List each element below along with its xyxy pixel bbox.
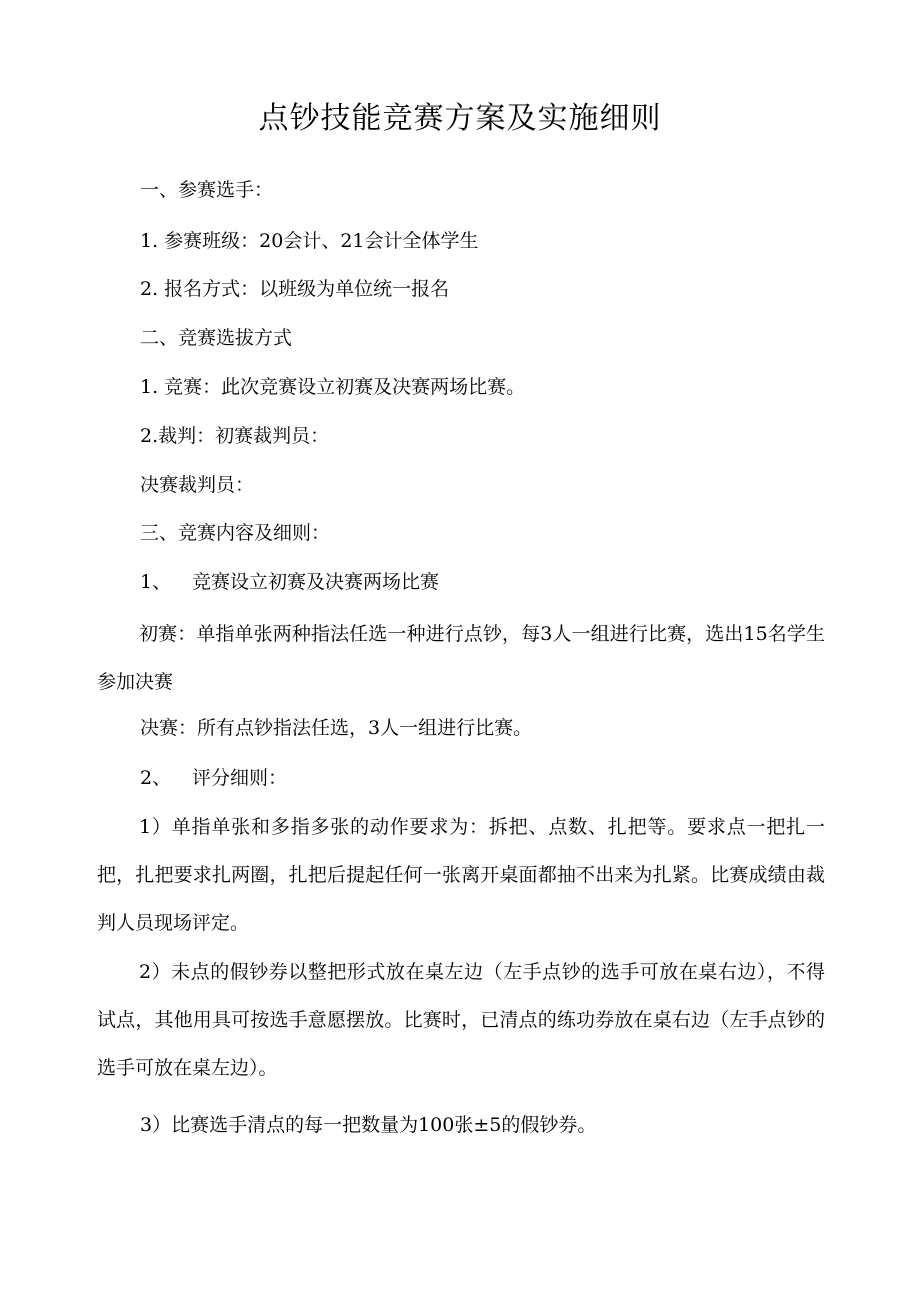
section-heading-participants: 一、参赛选手： (140, 179, 274, 201)
rule-3-line: 3）比赛选手清点的每一把数量为100张±5的假钞券。 (140, 1114, 597, 1136)
competition-rounds: 1. 竞赛：此次竞赛设立初赛及决赛两场比赛。 (140, 376, 526, 398)
preliminary-round-paragraph: 初赛：单指单张两种指法任选一种进行点钞，每3人一组进行比赛，选出15名学生参加决赛 (97, 623, 825, 693)
subsection-text: 评分细则： (192, 767, 288, 789)
section-heading-selection: 二、竞赛选拔方式 (140, 327, 293, 349)
rule-1-paragraph: 1）单指单张和多指多张的动作要求为：拆把、点数、扎把等。要求点一把扎一把，扎把要求扎两圈，扎把后提起任何一张离开桌面都抽不出来为扎紧。比赛成绩由裁判人员现场评定。 (97, 816, 825, 934)
section-heading-content: 三、竞赛内容及细则： (140, 522, 331, 544)
subsection-text: 竞赛设立初赛及决赛两场比赛 (192, 571, 440, 593)
subsection-rounds (140, 570, 439, 594)
final-round-line: 决赛：所有点钞指法任选，3人一组进行比赛。 (140, 717, 533, 739)
preliminary-judges: 2.裁判：初赛裁判员： (140, 425, 330, 447)
rule-2-paragraph: 2）未点的假钞券以整把形式放在桌左边（左手点钞的选手可放在桌右边），不得试点，其他用具可按选手意愿摆放。比赛时，已清点的练功券放在桌右边（左手点钞的选手可放在桌左边）。 (97, 961, 825, 1079)
participating-classes: 1. 参赛班级：20会计、21会计全体学生 (140, 230, 479, 252)
final-judges: 决赛裁判员： (140, 474, 255, 496)
subsection-scoring (140, 766, 287, 790)
subsection-number: 1、 (140, 571, 172, 593)
registration-method: 2. 报名方式：以班级为单位统一报名 (140, 278, 450, 300)
subsection-number: 2、 (140, 767, 172, 789)
document-title: 点钞技能竞赛方案及实施细则 (258, 101, 662, 136)
